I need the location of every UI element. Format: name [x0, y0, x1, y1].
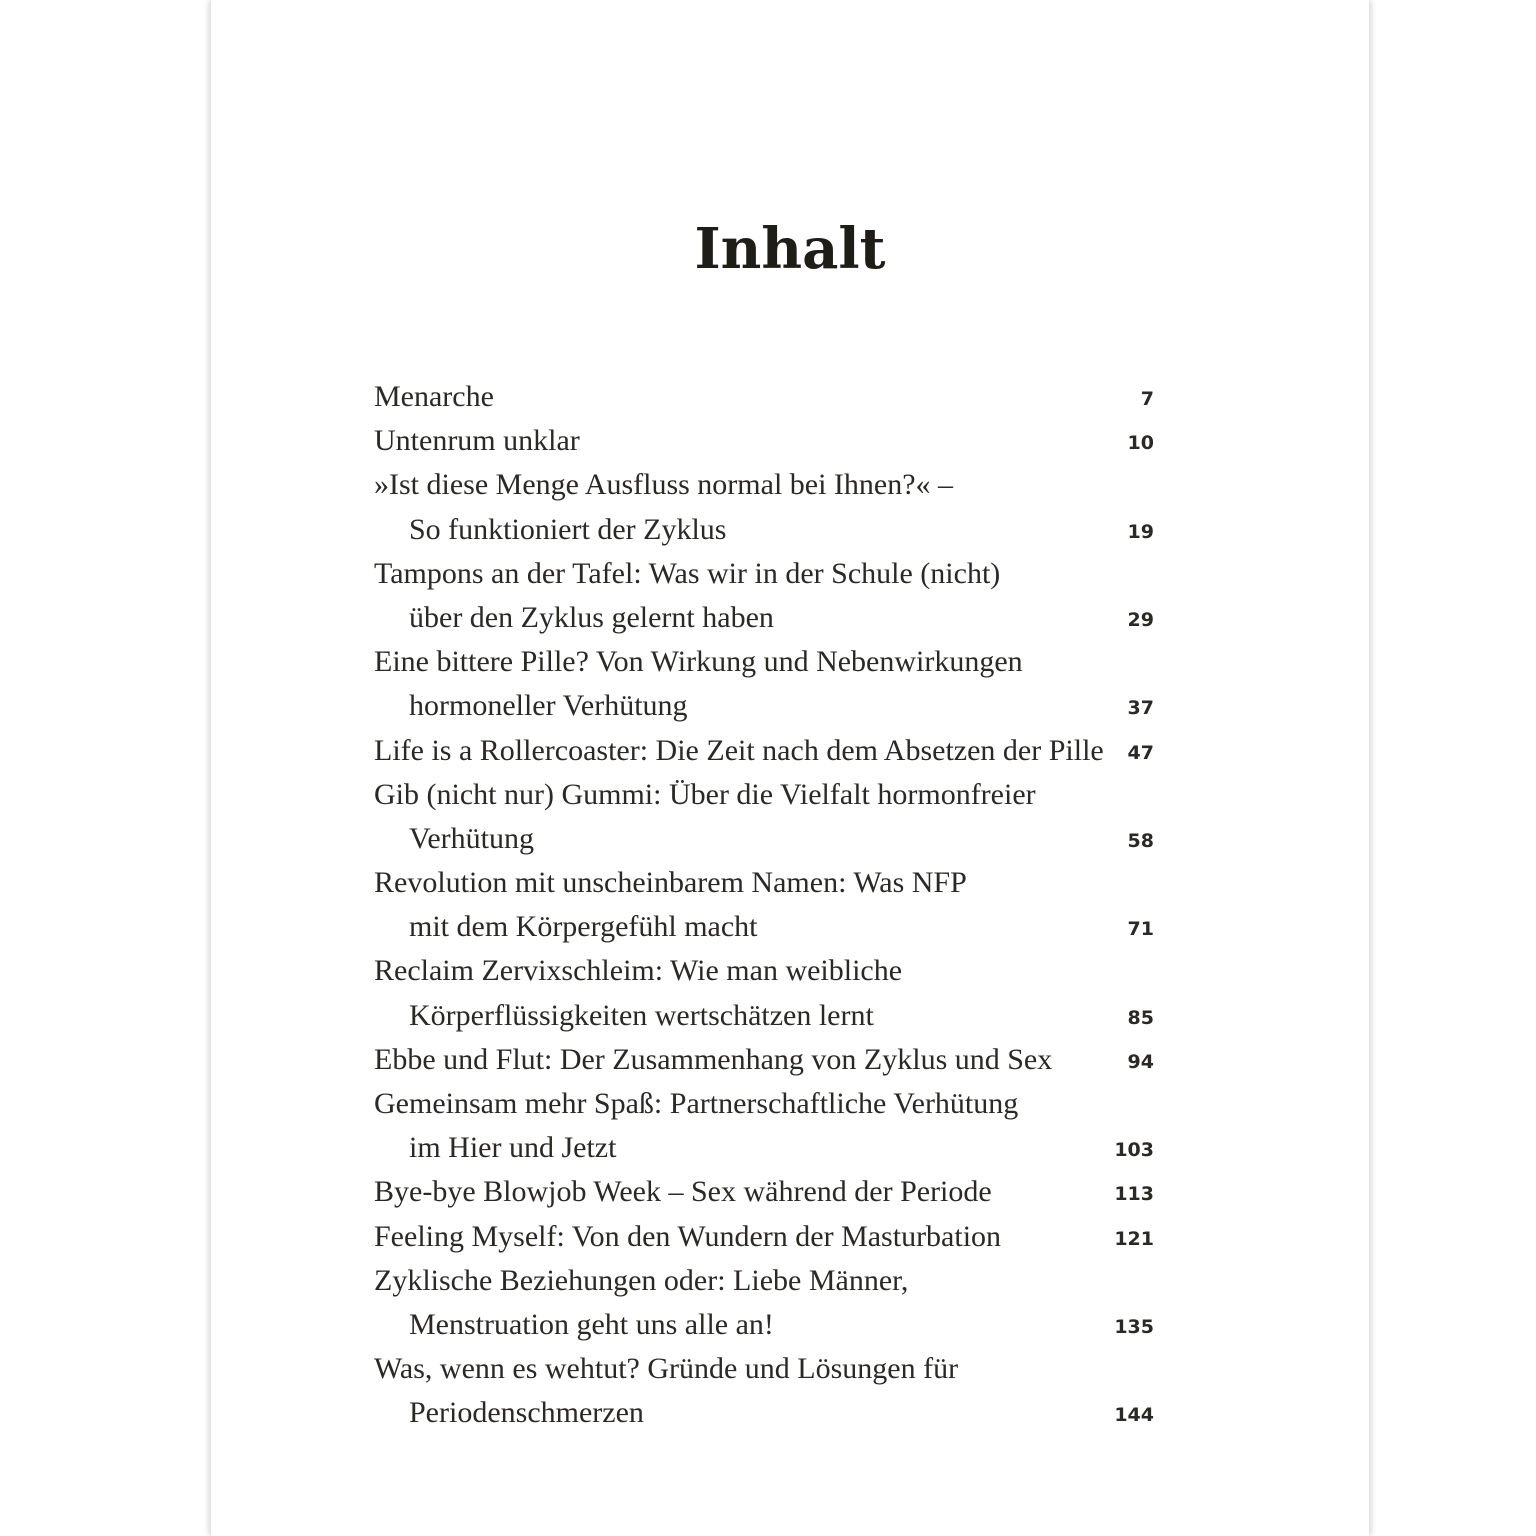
toc-entry-title: im Hier und Jetzt	[409, 1131, 617, 1165]
toc-entry	[374, 861, 1154, 949]
toc-entry	[374, 949, 1154, 1037]
toc-page-number: 58	[1127, 829, 1154, 852]
toc-entry-line	[374, 508, 1154, 552]
toc-entry	[374, 640, 1154, 728]
toc-entry-title: Periodenschmerzen	[409, 1396, 644, 1430]
toc-entry	[374, 552, 1154, 640]
toc-entry	[374, 375, 1154, 419]
toc-page-number: 85	[1127, 1006, 1154, 1029]
toc-page-number: 135	[1114, 1315, 1154, 1338]
toc-entry	[374, 1082, 1154, 1170]
toc-entry-line	[374, 1215, 1154, 1259]
toc-entry-line	[374, 463, 1154, 507]
toc-entry	[374, 1038, 1154, 1082]
toc-entry-line	[374, 1347, 1154, 1391]
toc-entry-title: hormoneller Verhütung	[409, 689, 688, 723]
table-of-contents	[374, 375, 1154, 1436]
toc-entry-title: Tampons an der Tafel: Was wir in der Schule (nicht)	[374, 556, 1001, 590]
toc-entry-line	[374, 596, 1154, 640]
toc-page-number: 29	[1127, 608, 1154, 631]
toc-entry-line	[374, 1259, 1154, 1303]
toc-entry-line	[374, 817, 1154, 861]
toc-page-number: 10	[1127, 432, 1154, 455]
toc-entry-title: Körperflüssigkeiten wertschätzen lernt	[409, 998, 874, 1032]
toc-entry-title: Menstruation geht uns alle an!	[409, 1307, 774, 1341]
toc-entry-title: Life is a Rollercoaster: Die Zeit nach dem Absetzen der Pille	[374, 733, 1104, 767]
toc-page-number: 113	[1114, 1183, 1154, 1206]
toc-entry-line	[374, 949, 1154, 993]
toc-entry-line	[374, 552, 1154, 596]
toc-entry	[374, 1215, 1154, 1259]
toc-entry-line	[374, 375, 1154, 419]
toc-entry-title: So funktioniert der Zyklus	[409, 512, 727, 546]
toc-entry-title: Bye-bye Blowjob Week – Sex während der Periode	[374, 1175, 992, 1209]
toc-entry	[374, 419, 1154, 463]
toc-entry	[374, 463, 1154, 551]
toc-entry-line	[374, 1170, 1154, 1214]
toc-page-number: 19	[1127, 520, 1154, 543]
toc-page-number: 7	[1140, 388, 1154, 410]
toc-entry-title: Reclaim Zervixschleim: Wie man weibliche	[374, 954, 903, 988]
toc-entry-line	[374, 1303, 1154, 1347]
toc-page-number: 103	[1114, 1139, 1154, 1162]
toc-entry	[374, 1170, 1154, 1214]
toc-entry-title: Feeling Myself: Von den Wundern der Masturbation	[374, 1219, 1002, 1253]
toc-entry-title: Menarche	[374, 380, 494, 413]
toc-entry-line	[374, 1038, 1154, 1082]
toc-entry-line	[374, 1126, 1154, 1170]
toc-entry-line	[374, 861, 1154, 905]
toc-entry	[374, 773, 1154, 861]
toc-page-number: 37	[1127, 697, 1154, 720]
toc-page-number: 71	[1127, 918, 1154, 941]
toc-entry-line	[374, 419, 1154, 463]
toc-entry-line	[374, 640, 1154, 684]
toc-entry	[374, 1259, 1154, 1347]
toc-page-number: 94	[1127, 1050, 1154, 1073]
toc-entry-line	[374, 1391, 1154, 1435]
toc-entry-title: Eine bittere Pille? Von Wirkung und Nebenwirkungen	[374, 645, 1023, 679]
toc-entry-title: über den Zyklus gelernt haben	[409, 600, 774, 634]
toc-entry-title: Zyklische Beziehungen oder: Liebe Männer,	[374, 1263, 909, 1297]
toc-entry-title: »Ist diese Menge Ausfluss normal bei Ihnen?« –	[374, 468, 954, 502]
toc-entry-title: Verhütung	[409, 821, 534, 855]
toc-entry-line	[374, 729, 1154, 773]
toc-entry-title: Ebbe und Flut: Der Zusammenhang von Zyklus und Sex	[374, 1042, 1053, 1076]
toc-page-number: 144	[1114, 1404, 1154, 1427]
toc-entry-title: Gib (nicht nur) Gummi: Über die Vielfalt hormonfreier	[374, 777, 1036, 811]
toc-page-number: 121	[1114, 1227, 1154, 1250]
toc-entry-line	[374, 773, 1154, 817]
toc-entry-line	[374, 905, 1154, 949]
toc-entry-title: Was, wenn es wehtut? Gründe und Lösungen für	[374, 1352, 959, 1386]
toc-entry	[374, 729, 1154, 773]
page-title: Inhalt	[694, 215, 886, 282]
toc-entry-title: Revolution mit unscheinbarem Namen: Was NFP	[374, 866, 967, 900]
toc-entry-line	[374, 1082, 1154, 1126]
book-page	[211, 0, 1369, 1536]
toc-entry-title: Gemeinsam mehr Spaß: Partnerschaftliche Verhütung	[374, 1087, 1019, 1120]
toc-entry-line	[374, 994, 1154, 1038]
toc-entry-line	[374, 684, 1154, 728]
toc-page-number: 47	[1127, 741, 1154, 764]
toc-entry	[374, 1347, 1154, 1435]
toc-entry-title: Untenrum unklar	[374, 424, 580, 458]
toc-entry-title: mit dem Körpergefühl macht	[409, 910, 758, 944]
